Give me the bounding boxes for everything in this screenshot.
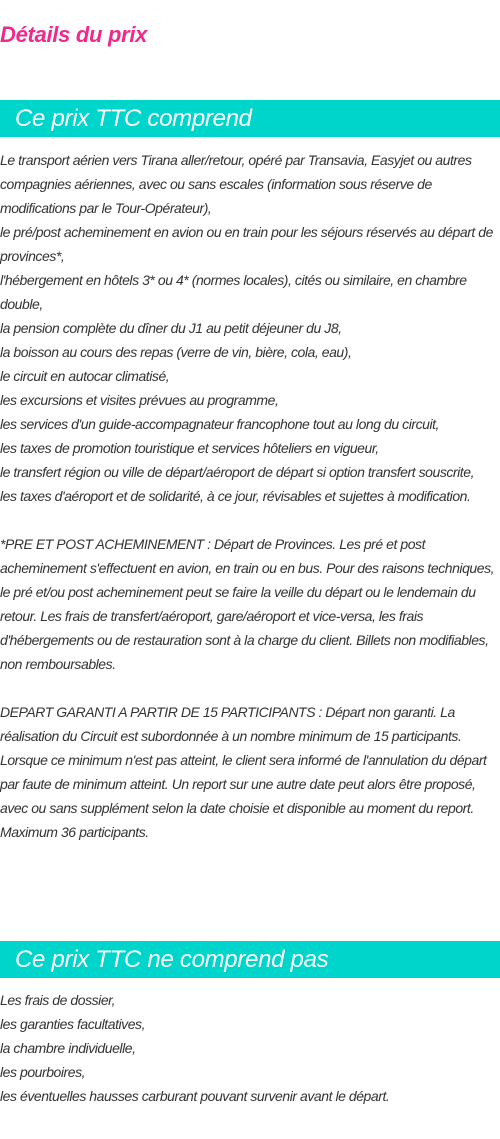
includes-item: l'hébergement en hôtels 3* ou 4* (normes locales), cités ou similaire, en chambre double, — [0, 272, 467, 312]
includes-item: la boisson au cours des repas (verre de vin, bière, cola, eau), — [0, 344, 352, 360]
excludes-item: Les frais de dossier, — [0, 992, 116, 1008]
excludes-list — [0, 988, 500, 1108]
guaranteed-departure-note: DEPART GARANTI A PARTIR DE 15 PARTICIPANTS : Départ non garanti. La réalisation du Circuit est subordonnée à un nombre minimum de 15 participants. Lorsque ce minimum n'est pas atteint, le client sera informé de l'annulation du départ par faute de minimum atteint. Un report sur une autre date peut alors être proposé, avec ou sans supplément selon la date choisie et disponible au moment du report. Maximum 36 participants. — [0, 704, 487, 840]
includes-item: les excursions et visites prévues au programme, — [0, 392, 279, 408]
excludes-item: la chambre individuelle, — [0, 1040, 136, 1056]
includes-item: les services d'un guide-accompagnateur francophone tout au long du circuit, — [0, 416, 439, 432]
includes-content — [0, 148, 500, 844]
includes-heading: Ce prix TTC comprend — [0, 100, 500, 137]
includes-item: la pension complète du dîner du J1 au petit déjeuner du J8, — [0, 320, 342, 336]
excludes-heading: Ce prix TTC ne comprend pas — [0, 941, 500, 978]
excludes-item: les garanties facultatives, — [0, 1016, 146, 1032]
paragraph-gap — [0, 508, 500, 532]
pre-post-transport-note: *PRE ET POST ACHEMINEMENT : Départ de Provinces. Les pré et post acheminement s'effectuent en avion, en train ou en bus. Pour des raisons techniques, le pré et/ou post acheminement peut se faire la veille du départ ou le lendemain du retour. Les frais de transfert/aéroport, gare/aéroport et vice-versa, les frais d'hébergements ou de restauration sont à la charge du client. Billets non modifiables, non remboursables. — [0, 536, 495, 672]
includes-list — [0, 148, 500, 508]
includes-item: le circuit en autocar climatisé, — [0, 368, 170, 384]
paragraph-gap — [0, 676, 500, 700]
page-title: Détails du prix — [0, 22, 148, 47]
includes-item: les taxes de promotion touristique et services hôteliers en vigueur, — [0, 440, 379, 456]
includes-item: le transfert région ou ville de départ/aéroport de départ si option transfert souscrite, — [0, 464, 475, 480]
includes-item: les taxes d'aéroport et de solidarité, à ce jour, révisables et sujettes à modification. — [0, 488, 471, 504]
excludes-item: les pourboires, — [0, 1064, 86, 1080]
excludes-item: les éventuelles hausses carburant pouvant survenir avant le départ. — [0, 1088, 390, 1104]
includes-item: le pré/post acheminement en avion ou en train pour les séjours réservés au départ de provinces*, — [0, 224, 493, 264]
includes-item: Le transport aérien vers Tirana aller/retour, opéré par Transavia, Easyjet ou autres compagnies aériennes, avec ou sans escales (information sous réserve de modifications par le Tour-Opérateur), — [0, 152, 472, 216]
